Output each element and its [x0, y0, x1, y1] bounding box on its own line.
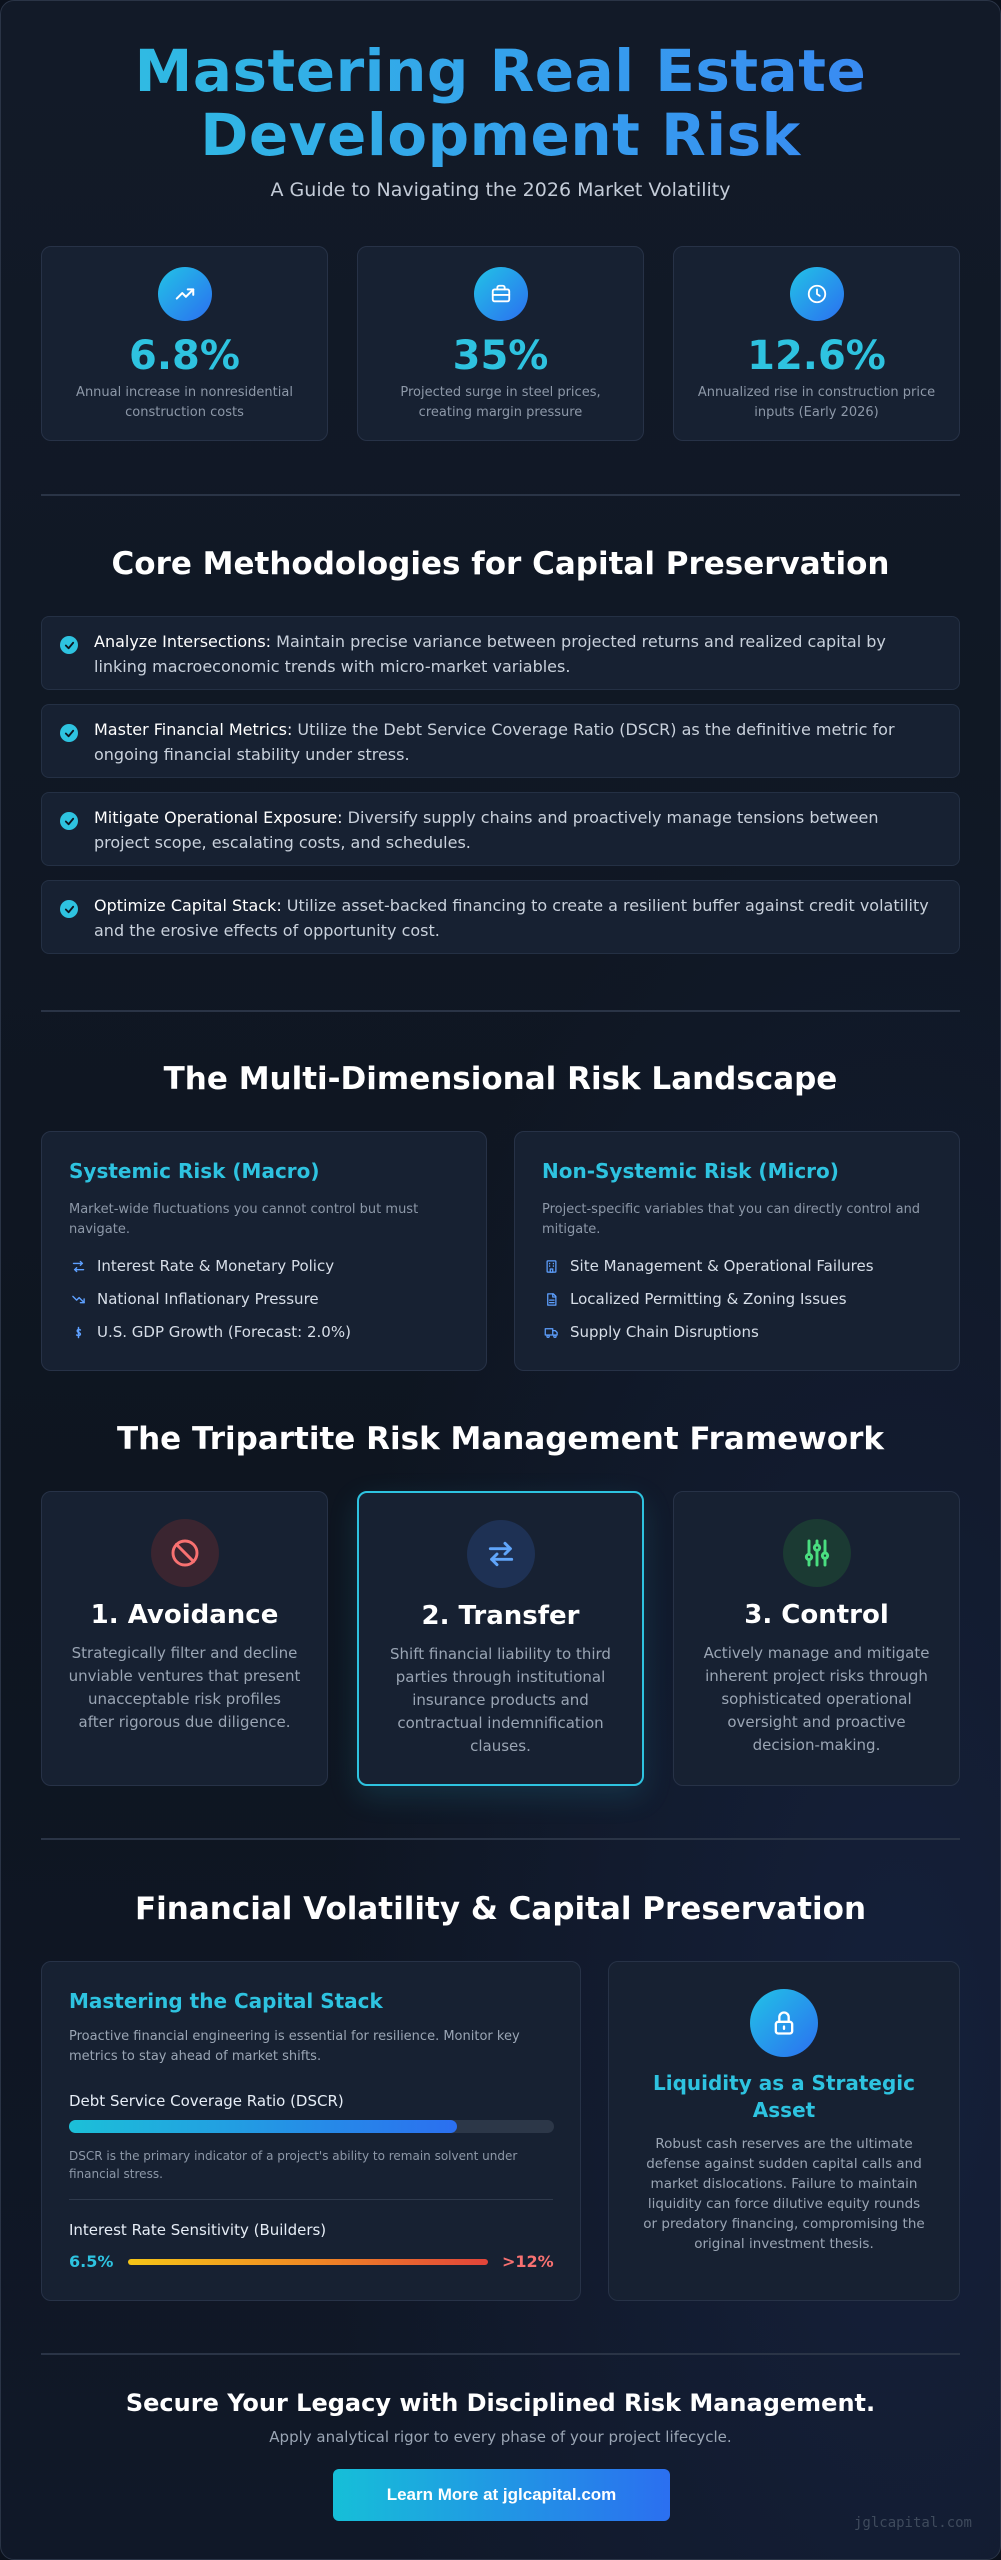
briefcase-icon: [474, 267, 528, 321]
methodology-item: [41, 616, 960, 690]
liquidity-description: Robust cash reserves are the ultimate defense against sudden capital calls and market dislocations. Failure to maintain liquidity can force dilutive equity rounds or predatory financing, compromising the original investment thesis.: [643, 2136, 925, 2252]
stat-card-inputs: [673, 246, 960, 441]
framework-card-avoidance: [41, 1491, 328, 1786]
methodology-item: [41, 704, 960, 778]
stat-value: 6.8%: [129, 333, 240, 379]
section-divider: [41, 2353, 960, 2355]
risk-item-label: Localized Permitting & Zoning Issues: [570, 1290, 847, 1308]
section-divider: [41, 494, 960, 496]
section-divider: [41, 1838, 960, 1840]
risk-card-title: Systemic Risk (Macro): [69, 1159, 320, 1183]
methodology-text: [94, 629, 935, 679]
methodology-label: Master Financial Metrics:: [94, 720, 293, 739]
capital-stack-description: Proactive financial engineering is essential for resilience. Monitor key metrics to stay ahead of market shifts.: [69, 2029, 520, 2064]
landmark-icon: [69, 1259, 87, 1274]
stat-value: 35%: [452, 333, 549, 379]
check-circle-icon: [60, 724, 78, 742]
rate-gradient-bar: [128, 2259, 488, 2265]
methodology-label: Optimize Capital Stack:: [94, 896, 282, 915]
risk-item: [69, 1288, 319, 1310]
risk-item-label: U.S. GDP Growth (Forecast: 2.0%): [97, 1323, 351, 1341]
framework-card-title: 1. Avoidance: [90, 1600, 279, 1630]
hero-title-line1: Mastering Real Estate: [134, 37, 867, 105]
framework-card-transfer: [357, 1491, 644, 1786]
framework-card-control: [673, 1491, 960, 1786]
risk-item-label: National Inflationary Pressure: [97, 1290, 319, 1308]
methodology-text: [94, 805, 935, 855]
methodology-body: Diversify supply chains and proactively manage tensions between project scope, escalating costs, and schedules.: [94, 808, 879, 852]
capital-stack-title: Mastering the Capital Stack: [69, 1989, 383, 2013]
methodology-text: [94, 893, 935, 943]
framework-title: The Tripartite Risk Management Framework: [116, 1421, 885, 1457]
landscape-title: The Multi-Dimensional Risk Landscape: [163, 1061, 838, 1097]
risk-item: [69, 1321, 351, 1343]
truck-icon: [542, 1325, 560, 1340]
learn-more-button[interactable]: Learn More at jglcapital.com: [333, 2469, 670, 2521]
risk-item: [542, 1321, 759, 1343]
liquidity-card: [608, 1961, 960, 2301]
stat-description: Annual increase in nonresidential construction costs: [76, 385, 293, 420]
check-circle-icon: [60, 812, 78, 830]
cta-subtitle: Apply analytical rigor to every phase of your project lifecycle.: [269, 2428, 732, 2446]
dscr-bar-fill: [69, 2120, 457, 2133]
methodology-item: [41, 880, 960, 954]
watermark: jglcapital.com: [853, 2515, 972, 2531]
framework-card-description: Actively manage and mitigate inherent project risks through sophisticated operational oversight and proactive decision-making.: [703, 1644, 930, 1754]
non-systemic-risk-card: [514, 1131, 960, 1371]
methodology-body: Utilize the Debt Service Coverage Ratio (DSCR) as the definitive metric for ongoing financial stability under stress.: [94, 720, 895, 764]
framework-card-title: 3. Control: [744, 1600, 889, 1630]
section-divider: [41, 1010, 960, 1012]
financial-title: Financial Volatility & Capital Preservation: [134, 1891, 867, 1927]
methodology-body: Utilize asset-backed financing to create a resilient buffer against credit volatility and the erosive effects of opportunity cost.: [94, 896, 929, 940]
risk-item: [69, 1255, 334, 1277]
risk-item-label: Interest Rate & Monetary Policy: [97, 1257, 335, 1275]
hero-title-line2: Development Risk: [200, 101, 801, 169]
ban-icon: [151, 1519, 219, 1587]
risk-card-description: Market-wide fluctuations you cannot control but must navigate.: [69, 1202, 419, 1237]
sliders-icon: [783, 1519, 851, 1587]
swap-arrows-icon: [467, 1520, 535, 1588]
dscr-note: DSCR is the primary indicator of a project's ability to remain solvent under financial stress.: [69, 2149, 518, 2181]
methodology-label: Analyze Intersections:: [94, 632, 272, 651]
check-circle-icon: [60, 900, 78, 918]
building-icon: [542, 1259, 560, 1274]
stat-card-steel: [357, 246, 644, 441]
stat-value: 12.6%: [747, 333, 886, 379]
stat-description: Annualized rise in construction price inputs (Early 2026): [697, 385, 936, 420]
clock-icon: [790, 267, 844, 321]
dscr-bar-track: [69, 2120, 554, 2133]
stat-description: Projected surge in steel prices, creating margin pressure: [400, 385, 601, 420]
stat-card-cost: [41, 246, 328, 441]
dscr-label: Debt Service Coverage Ratio (DSCR): [69, 2092, 344, 2110]
check-circle-icon: [60, 636, 78, 654]
framework-card-description: Strategically filter and decline unviable ventures that present unacceptable risk profiles after rigorous due diligence.: [68, 1644, 301, 1731]
liquidity-title: Liquidity as a Strategic Asset: [652, 2071, 916, 2122]
dollar-icon: [69, 1325, 87, 1340]
methodology-text: [94, 717, 935, 767]
framework-card-title: 2. Transfer: [421, 1601, 580, 1631]
risk-item-label: Site Management & Operational Failures: [570, 1257, 874, 1275]
rate-sensitivity-label: Interest Rate Sensitivity (Builders): [69, 2221, 327, 2239]
rate-low-value: 6.5%: [69, 2252, 114, 2271]
systemic-risk-card: [41, 1131, 487, 1371]
risk-card-title: Non-Systemic Risk (Micro): [542, 1159, 839, 1183]
risk-item: [542, 1255, 874, 1277]
framework-card-description: Shift financial liability to third parties through institutional insurance products and contractual indemnification clauses.: [390, 1645, 611, 1755]
capital-stack-card: [41, 1961, 581, 2301]
trending-down-icon: [69, 1292, 87, 1307]
hero-title: [1, 39, 1000, 167]
document-icon: [542, 1292, 560, 1307]
risk-item-label: Supply Chain Disruptions: [570, 1323, 759, 1341]
rate-high-value: >12%: [502, 2252, 554, 2271]
cta-title: Secure Your Legacy with Disciplined Risk Management.: [125, 2389, 876, 2417]
methodology-label: Mitigate Operational Exposure:: [94, 808, 343, 827]
hero-subtitle: A Guide to Navigating the 2026 Market Volatility: [270, 179, 731, 201]
risk-item: [542, 1288, 847, 1310]
card-divider: [69, 2199, 553, 2200]
methodology-body: Maintain precise variance between projected returns and realized capital by linking macroeconomic trends with micro-market variables.: [94, 632, 886, 676]
methodologies-title: Core Methodologies for Capital Preservation: [111, 546, 890, 582]
lock-icon: [750, 1989, 818, 2057]
methodology-item: [41, 792, 960, 866]
trending-up-icon: [158, 267, 212, 321]
risk-card-description: Project-specific variables that you can directly control and mitigate.: [542, 1202, 921, 1237]
